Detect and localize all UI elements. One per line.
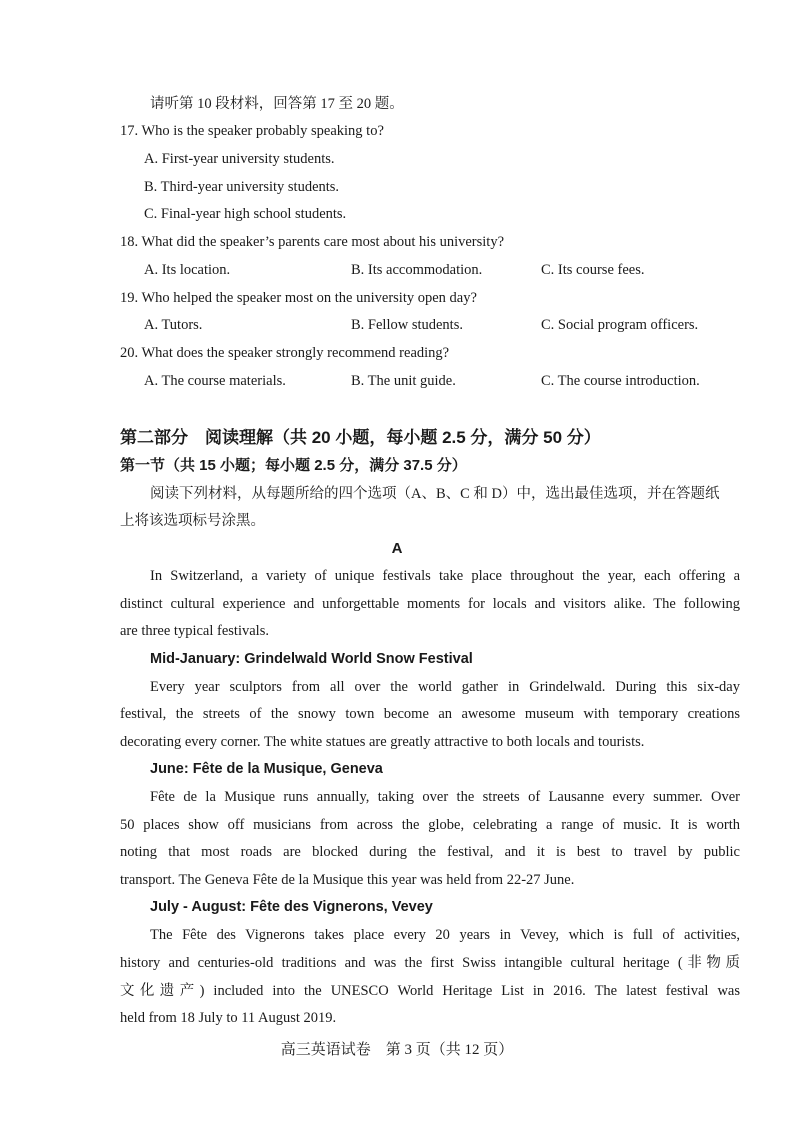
question-18-stem: 18. What did the speaker’s parents care most about his university?: [120, 234, 505, 250]
festival-1-line-1: Every year sculptors from all over the world gather in Grindelwald. During this six-day: [150, 679, 740, 695]
question-17-option-c: C. Final-year high school students.: [144, 206, 347, 222]
reading-instruction-line-2: 上将该选项标号涂黑。: [120, 513, 265, 529]
question-20-option-a: A. The course materials.: [144, 373, 286, 389]
listening-instruction: 请听第 10 段材料，回答第 17 至 20 题。: [150, 96, 404, 112]
section1-title: 第一节（共 15 小题；每小题 2.5 分，满分 37.5 分）: [120, 457, 467, 474]
passage-intro-line-2: distinct cultural experience and unforgettable moments for locals and visitors alike. The following: [120, 596, 740, 612]
question-19-option-b: B. Fellow students.: [351, 317, 463, 333]
page-footer: 高三英语试卷 第 3 页（共 12 页）: [280, 1042, 514, 1058]
festival-3-line-1: The Fête des Vignerons takes place every 20 years in Vevey, which is full of activities,: [150, 927, 740, 943]
passage-letter: A: [391, 540, 403, 557]
part2-title: 第二部分 阅读理解（共 20 小题，每小题 2.5 分，满分 50 分）: [120, 428, 601, 447]
passage-intro-line-1: In Switzerland, a variety of unique festivals take place throughout the year, each offering a: [150, 568, 740, 584]
question-19-stem: 19. Who helped the speaker most on the university open day?: [120, 290, 477, 306]
festival-3-line-2: history and centuries-old traditions and was the first Swiss intangible cultural heritage (非物质: [120, 955, 740, 971]
festival-1-line-2: festival, the streets of the snowy town become an awesome museum with temporary creations: [120, 706, 740, 722]
festival-3-line-3: 文化遗产) included into the UNESCO World Heritage List in 2016. The latest festival was: [120, 983, 740, 999]
question-18-option-a: A. Its location.: [144, 262, 231, 278]
question-18-option-c: C. Its course fees.: [541, 262, 645, 278]
festival-3-heading: July - August: Fête des Vignerons, Vevey: [150, 899, 433, 915]
question-18-option-b: B. Its accommodation.: [351, 262, 483, 278]
festival-2-line-4: transport. The Geneva Fête de la Musique this year was held from 22-27 June.: [120, 872, 575, 888]
question-19-option-a: A. Tutors.: [144, 317, 203, 333]
festival-2-line-1: Fête de la Musique runs annually, taking over the streets of Lausanne every summer. Over: [150, 789, 740, 805]
reading-instruction-line-1: 阅读下列材料，从每题所给的四个选项（A、B、C 和 D）中，选出最佳选项，并在答题纸: [150, 486, 720, 502]
question-17-option-a: A. First-year university students.: [144, 151, 335, 167]
festival-2-line-3: noting that most roads are blocked during the festival, and it is best to travel by public: [120, 844, 740, 860]
festival-3-line-4: held from 18 July to 11 August 2019.: [120, 1010, 337, 1026]
question-20-option-c: C. The course introduction.: [541, 373, 700, 389]
festival-1-heading: Mid-January: Grindelwald World Snow Festival: [150, 651, 473, 667]
question-17-stem: 17. Who is the speaker probably speaking to?: [120, 123, 384, 139]
question-20-stem: 20. What does the speaker strongly recommend reading?: [120, 345, 450, 361]
question-19-option-c: C. Social program officers.: [541, 317, 699, 333]
festival-2-line-2: 50 places show off musicians from across the globe, celebrating a range of music. It is worth: [120, 817, 740, 833]
festival-1-line-3: decorating every corner. The white statues are greatly attractive to both locals and tourists.: [120, 734, 645, 750]
festival-2-heading: June: Fête de la Musique, Geneva: [150, 761, 383, 777]
question-17-option-b: B. Third-year university students.: [144, 179, 340, 195]
question-20-option-b: B. The unit guide.: [351, 373, 456, 389]
passage-intro-line-3: are three typical festivals.: [120, 623, 269, 639]
